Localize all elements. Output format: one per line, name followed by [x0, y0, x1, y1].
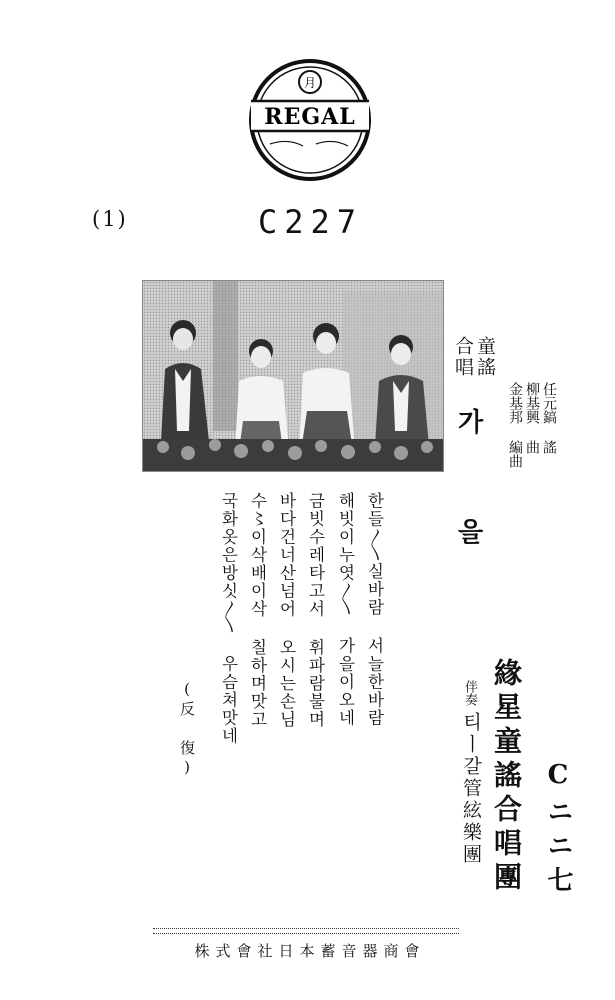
lyric-line-4: 바다건너산넘어 오시는손님	[277, 492, 296, 729]
lyric-line-3: 금빗수레타고서 휘파람불며	[306, 492, 325, 729]
record-number: C227	[258, 203, 364, 241]
credit-arranger: 金基邦 編曲	[507, 382, 523, 468]
footer-divider	[153, 928, 459, 934]
regal-logo	[248, 58, 372, 182]
lyric-line-1: 한들〳〵실바람 서늘한바람	[365, 492, 384, 727]
svg-text:月: 月	[303, 76, 317, 90]
genre-douyo: 童謠	[474, 336, 496, 378]
lyric-line-6: 국화옷은방싯〳〵 우슴쳐맛네	[219, 492, 238, 745]
credit-composer: 柳基興 曲	[524, 382, 540, 454]
song-title-syllable-2: 을	[458, 518, 484, 548]
catalog-number-vertical: Cニニ七	[543, 760, 573, 900]
singers-photo	[142, 280, 444, 472]
accompaniment-label: 伴奏	[462, 680, 477, 706]
song-title-syllable-1: 가	[458, 408, 484, 438]
credit-lyricist: 任元鎬 謠	[541, 382, 557, 454]
accompaniment-name: 티ㅣ갈管絃樂團	[460, 712, 482, 866]
logo-wordmark: REGAL	[264, 104, 356, 130]
publisher-name: 株式會社日本蓄音器商會	[194, 942, 426, 960]
page-number: (1)	[92, 207, 128, 231]
lyric-line-5: 수〻이삭배이삭 칠하며맛고	[248, 492, 267, 729]
lyric-line-2: 해빗이누엿〳〵 가을이오네	[336, 492, 355, 727]
refrain-note: (反 復)	[178, 680, 196, 779]
performer-name: 緣星童謠合唱團	[490, 658, 523, 896]
genre-gassho: 合唱	[452, 336, 474, 378]
